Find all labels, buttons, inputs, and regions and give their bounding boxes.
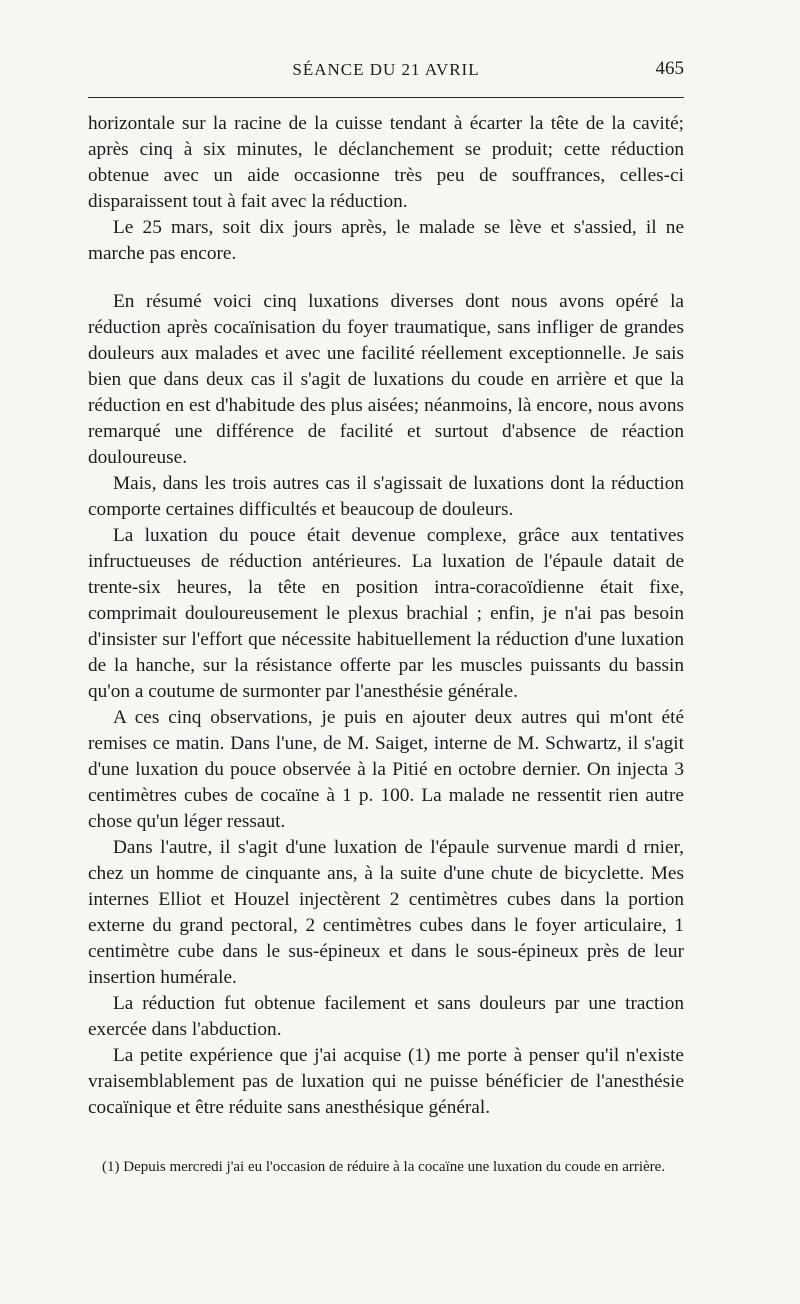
paragraph-two-more-observations: A ces cinq observations, je puis en ajouter deux autres qui m'ont été remises ce matin. Dans l'une, de M. Saiget, interne de M. Schwartz, il s'agit d'une luxation du pouce observée à la Pitié en octobre dernier. On injecta 3 centimètres cubes de cocaïne à 1 p. 100. La malade ne ressentit rien autre chose qu'un léger ressaut. <box>88 707 684 832</box>
paragraph-march-25: Le 25 mars, soit dix jours après, le malade se lève et s'assied, il ne marche pas encore. <box>88 217 684 264</box>
paragraph-difficult-cases: Mais, dans les trois autres cas il s'agissait de luxations dont la réduction comporte certaines difficultés et beaucoup de douleurs. <box>88 473 684 520</box>
header-rule <box>88 97 684 98</box>
page-number: 465 <box>655 58 684 79</box>
paragraph-continuation: horizontale sur la racine de la cuisse tendant à écarter la tête de la cavité; après cinq à six minutes, le déclanchement se produit; cette réduction obtenue avec un aide occasionne très peu de souffrances, celles-ci disparaissent tout à fait avec la réduction. <box>88 113 684 212</box>
page-header <box>88 56 684 90</box>
paragraph-shoulder-case: Dans l'autre, il s'agit d'une luxation de l'épaule survenue mardi d rnier, chez un homme de cinquante ans, à la suite d'une chute de bicyclette. Mes internes Elliot et Houzel injectèrent 2 centimètres cubes dans la portion externe du grand pectoral, 2 centimètres cubes dans le foyer articulaire, 1 centimètre cube dans le sus-épineux et dans le sous-épineux près de leur insertion humérale. <box>88 837 684 988</box>
body-text <box>88 111 684 1121</box>
footnote: (1) Depuis mercredi j'ai eu l'occasion de réduire à la cocaïne une luxation du coude en arrière. <box>102 1159 666 1175</box>
paragraph-thumb-shoulder-hip: La luxation du pouce était devenue complexe, grâce aux tentatives infructueuses de réduction antérieures. La luxation de l'épaule datait de trente-six heures, la tête en position intra-coracoïdienne était fixe, comprimait douloureusement le plexus brachial ; enfin, je n'ai pas besoin d'insister sur l'effort que nécessite habituellement la réduction d'une luxation de la hanche, sur la résistance offerte par les muscles puissants du bassin qu'on a coutume de surmonter par l'anesthésie générale. <box>88 525 684 702</box>
paragraph-reduction-result: La réduction fut obtenue facilement et sans douleurs par une traction exercée dans l'abduction. <box>88 993 684 1040</box>
paragraph-summary: En résumé voici cinq luxations diverses dont nous avons opéré la réduction après cocaïnisation du foyer traumatique, sans infliger de grandes douleurs aux malades et avec une facilité réellement exceptionnelle. Je sais bien que dans deux cas il s'agit de luxations du coude en arrière et que la réduction en est d'habitude des plus aisées; néanmoins, là encore, nous avons remarqué une différence de facilité et surtout d'absence de réaction douloureuse. <box>88 291 684 468</box>
paragraph-conclusion: La petite expérience que j'ai acquise (1) me porte à penser qu'il n'existe vraisemblablement pas de luxation qui ne puisse bénéficier de l'anesthésie cocaïnique et être réduite sans anesthésique général. <box>88 1045 684 1118</box>
running-title: SÉANCE DU 21 AVRIL <box>292 60 480 79</box>
